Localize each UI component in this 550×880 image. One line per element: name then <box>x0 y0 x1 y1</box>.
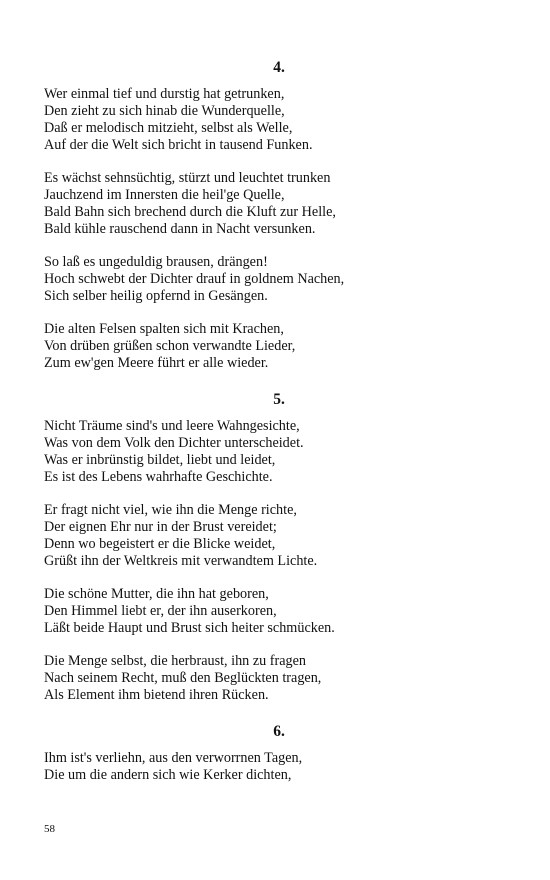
verse-line: Wer einmal tief und durstig hat getrunken, <box>44 86 285 102</box>
verse-line: Die um die andern sich wie Kerker dichten, <box>44 767 292 783</box>
verse-line: Was er inbrünstig bildet, liebt und leidet, <box>44 452 276 468</box>
verse-line: Nach seinem Recht, muß den Beglückten tragen, <box>44 670 322 686</box>
page-number: 58 <box>44 823 55 835</box>
verse-line: Die alten Felsen spalten sich mit Krachen, <box>44 321 284 337</box>
stanza <box>44 750 514 784</box>
verse-line: Die schöne Mutter, die ihn hat geboren, <box>44 586 269 602</box>
stanza <box>44 653 514 704</box>
verse-line: Bald kühle rauschend dann in Nacht versunken. <box>44 221 316 237</box>
verse-line: Der eignen Ehr nur in der Brust vereidet; <box>44 519 277 535</box>
verse-line: Was von dem Volk den Dichter unterscheidet. <box>44 435 304 451</box>
poem-section <box>44 58 514 372</box>
verse-line: Nicht Träume sind's und leere Wahngesichte, <box>44 418 300 434</box>
verse-line: Jauchzend im Innersten die heil'ge Quelle, <box>44 187 285 203</box>
verse-line: Zum ew'gen Meere führt er alle wieder. <box>44 355 269 371</box>
stanza <box>44 254 514 305</box>
verse-line: Denn wo begeistert er die Blicke weidet, <box>44 536 276 552</box>
verse-line: Hoch schwebt der Dichter drauf in goldnem Nachen, <box>44 271 345 287</box>
verse-line: Läßt beide Haupt und Brust sich heiter schmücken. <box>44 620 335 636</box>
section-number: 6. <box>273 723 285 740</box>
verse-line: Sich selber heilig opfernd in Gesängen. <box>44 288 268 304</box>
verse-line: So laß es ungeduldig brausen, drängen! <box>44 254 268 270</box>
verse-line: Es wächst sehnsüchtig, stürzt und leuchtet trunken <box>44 170 331 186</box>
verse-line: Es ist des Lebens wahrhafte Geschichte. <box>44 469 273 485</box>
verse-line: Von drüben grüßen schon verwandte Lieder, <box>44 338 296 354</box>
verse-line: Den zieht zu sich hinab die Wunderquelle, <box>44 103 285 119</box>
stanza <box>44 170 514 238</box>
section-number: 4. <box>273 59 285 76</box>
verse-line: Ihm ist's verliehn, aus den verworrnen Tagen, <box>44 750 303 766</box>
verse-line: Den Himmel liebt er, der ihn auserkoren, <box>44 603 277 619</box>
verse-line: Er fragt nicht viel, wie ihn die Menge richte, <box>44 502 297 518</box>
stanza <box>44 586 514 637</box>
verse-line: Die Menge selbst, die herbraust, ihn zu fragen <box>44 653 306 669</box>
poem-section <box>44 390 514 704</box>
verse-line: Auf der die Welt sich bricht in tausend Funken. <box>44 137 313 153</box>
poem-section <box>44 722 514 784</box>
verse-line: Als Element ihm bietend ihren Rücken. <box>44 687 269 703</box>
stanza <box>44 86 514 154</box>
stanza <box>44 321 514 372</box>
stanza <box>44 502 514 570</box>
verse-line: Grüßt ihn der Weltkreis mit verwandtem Lichte. <box>44 553 318 569</box>
section-number: 5. <box>273 391 285 408</box>
verse-line: Bald Bahn sich brechend durch die Kluft zur Helle, <box>44 204 336 220</box>
verse-line: Daß er melodisch mitzieht, selbst als Welle, <box>44 120 293 136</box>
poem-page <box>44 58 514 802</box>
stanza <box>44 418 514 486</box>
